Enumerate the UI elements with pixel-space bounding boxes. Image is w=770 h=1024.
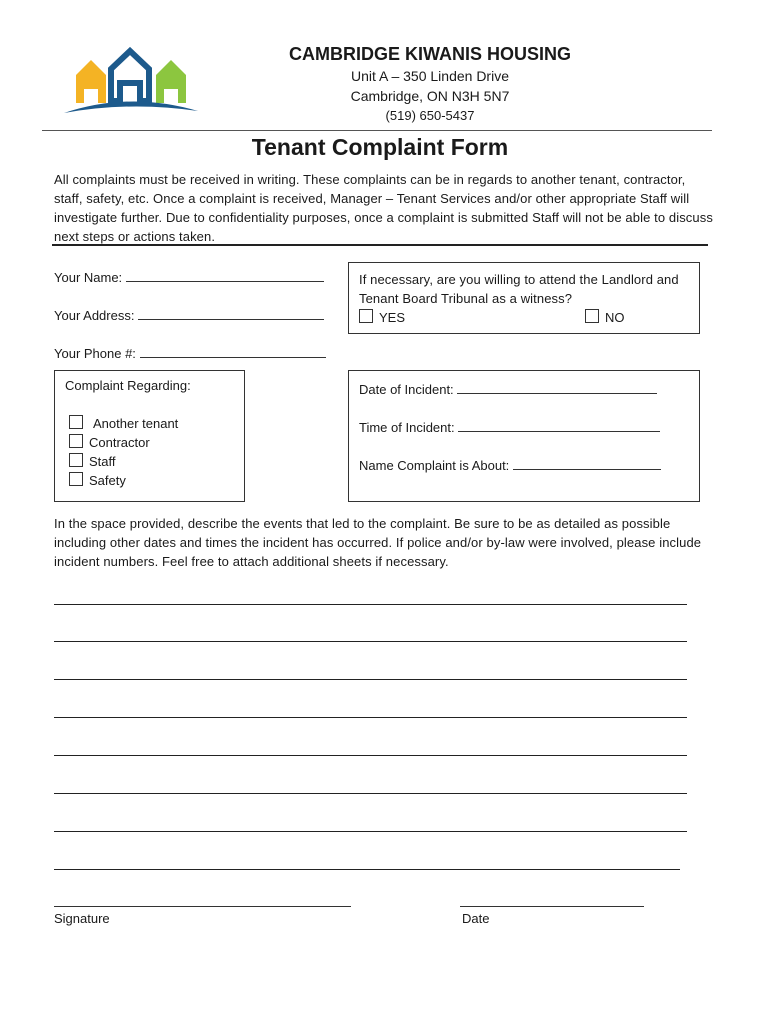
description-line[interactable]	[54, 717, 687, 718]
yes-checkbox[interactable]	[359, 309, 373, 323]
date-line[interactable]	[460, 906, 644, 907]
time-of-incident-label: Time of Incident:	[359, 420, 455, 435]
your-name-label: Your Name:	[54, 270, 123, 285]
name-complaint-about-label: Name Complaint is About:	[359, 458, 510, 473]
organization-phone: (519) 650-5437	[385, 108, 475, 123]
intro-divider	[52, 244, 708, 246]
date-of-incident-input[interactable]	[457, 380, 657, 394]
option-label: Another tenant	[93, 416, 179, 431]
option-contractor[interactable]	[69, 433, 178, 452]
your-phone-field	[54, 344, 326, 361]
description-line[interactable]	[54, 869, 680, 870]
description-line[interactable]	[54, 641, 687, 642]
tribunal-question: If necessary, are you willing to attend the Landlord and Tenant Board Tribunal as a witness?	[359, 272, 679, 306]
your-address-input[interactable]	[138, 306, 324, 320]
yes-label: YES	[379, 310, 406, 325]
option-label: Safety	[89, 473, 126, 488]
no-label: NO	[605, 310, 625, 325]
name-complaint-about-input[interactable]	[513, 456, 661, 470]
option-label: Contractor	[89, 435, 150, 450]
description-line[interactable]	[54, 604, 687, 605]
date-of-incident-label: Date of Incident:	[359, 382, 454, 397]
complaint-regarding-label: Complaint Regarding:	[65, 378, 191, 393]
address-line-2: Cambridge, ON N3H 5N7	[350, 88, 510, 104]
address-line-1: Unit A – 350 Linden Drive	[351, 68, 509, 84]
your-address-field	[54, 306, 324, 323]
your-address-label: Your Address:	[54, 308, 135, 323]
three-houses-logo-icon	[60, 45, 200, 120]
intro-paragraph: All complaints must be received in writing. These complaints can be in regards to another tenant, contractor, staff, safety, etc. Once a complaint is received, Manager – Tenant Services and/or other appropriate Staff will investigate further. Due to confidentiality purposes, once a complaint is submitted Staff will not be able to discuss next steps or actions taken.	[54, 172, 713, 244]
safety-checkbox[interactable]	[69, 472, 83, 486]
description-line[interactable]	[54, 831, 687, 832]
header-divider	[42, 130, 712, 131]
time-of-incident-input[interactable]	[458, 418, 660, 432]
your-name-input[interactable]	[126, 268, 324, 282]
your-phone-label: Your Phone #:	[54, 346, 136, 361]
description-line[interactable]	[54, 793, 687, 794]
describe-instructions: In the space provided, describe the events that led to the complaint. Be sure to be as detailed as possible including other dates and times the incident has occurred. If police and/or by-law were involved, please include incident numbers. Feel free to attach additional sheets if necessary.	[54, 516, 702, 569]
option-label: Staff	[89, 454, 116, 469]
staff-checkbox[interactable]	[69, 453, 83, 467]
signature-line[interactable]	[54, 906, 351, 907]
form-title: Tenant Complaint Form	[251, 134, 509, 160]
complaint-regarding-box	[54, 370, 245, 502]
yes-option[interactable]	[359, 309, 405, 325]
contractor-checkbox[interactable]	[69, 434, 83, 448]
tribunal-witness-box	[348, 262, 700, 334]
option-safety[interactable]	[69, 471, 178, 490]
date-of-incident-field	[359, 380, 657, 397]
incident-details-box	[348, 370, 700, 502]
date-label: Date	[462, 911, 490, 926]
your-phone-input[interactable]	[140, 344, 326, 358]
your-name-field	[54, 268, 324, 285]
time-of-incident-field	[359, 418, 660, 435]
organization-name: CAMBRIDGE KIWANIS HOUSING	[288, 44, 571, 64]
option-staff[interactable]	[69, 452, 178, 471]
another-tenant-checkbox[interactable]	[69, 415, 83, 429]
option-another-tenant[interactable]	[69, 414, 178, 433]
description-line[interactable]	[54, 755, 687, 756]
no-option[interactable]	[585, 309, 625, 325]
description-line[interactable]	[54, 679, 687, 680]
signature-label: Signature	[54, 911, 110, 926]
name-complaint-about-field	[359, 456, 661, 473]
no-checkbox[interactable]	[585, 309, 599, 323]
